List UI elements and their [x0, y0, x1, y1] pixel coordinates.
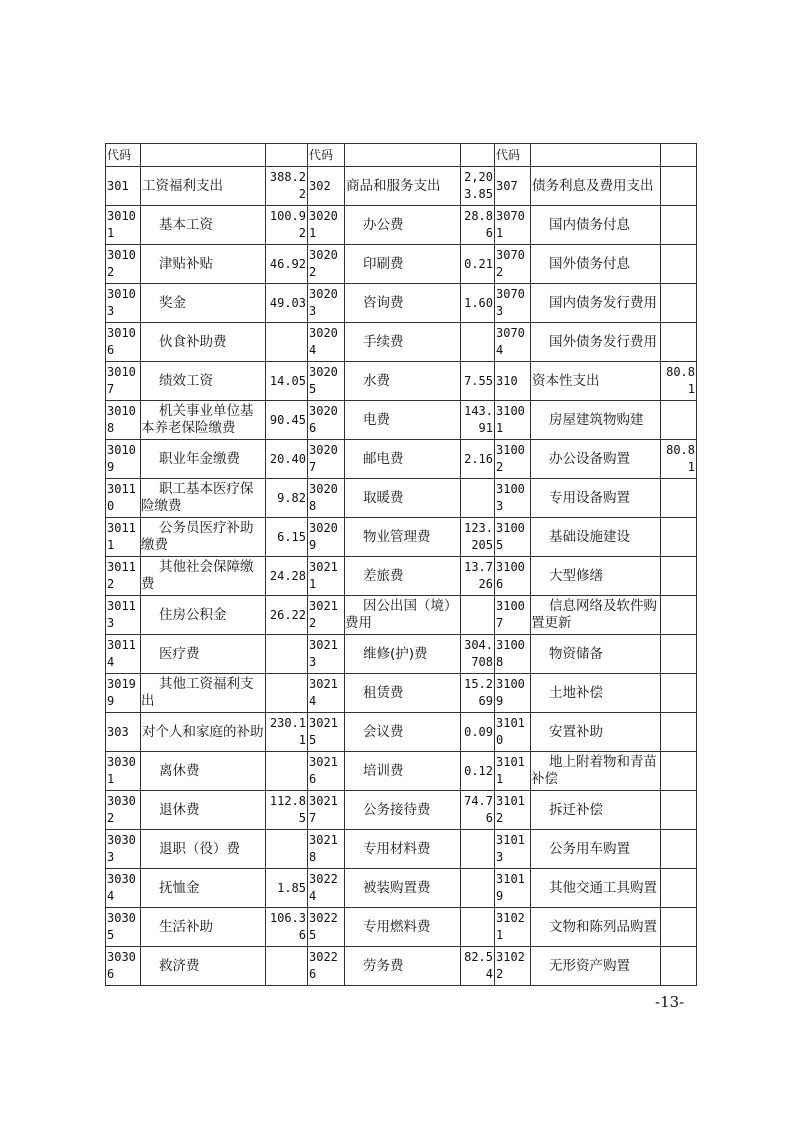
code-cell: 30304	[106, 869, 141, 908]
amount-cell: 15.269	[461, 674, 495, 713]
code-cell: 30703	[495, 284, 531, 323]
code-cell: 30111	[106, 518, 141, 557]
code-cell: 307	[495, 167, 531, 206]
table-row	[106, 830, 697, 869]
table-row	[106, 791, 697, 830]
amount-cell: 80.81	[661, 440, 697, 479]
item-name-cell: 信息网络及软件购置更新	[531, 596, 661, 635]
header-cell	[461, 144, 495, 167]
item-name-cell: 手续费	[345, 323, 461, 362]
code-cell: 30209	[308, 518, 345, 557]
table-row	[106, 674, 697, 713]
code-cell: 31008	[495, 635, 531, 674]
item-name-cell: 租赁费	[345, 674, 461, 713]
amount-cell	[661, 947, 697, 986]
item-name-cell: 专用设备购置	[531, 479, 661, 518]
amount-cell: 6.15	[266, 518, 308, 557]
amount-cell	[661, 479, 697, 518]
code-cell: 31012	[495, 791, 531, 830]
item-name-cell: 伙食补助费	[141, 323, 266, 362]
item-name-cell: 退职（役）费	[141, 830, 266, 869]
code-cell: 31019	[495, 869, 531, 908]
item-name-cell: 因公出国（境）费用	[345, 596, 461, 635]
item-name-cell: 津贴补贴	[141, 245, 266, 284]
item-name-cell: 专用燃料费	[345, 908, 461, 947]
header-cell	[345, 144, 461, 167]
item-name-cell: 救济费	[141, 947, 266, 986]
header-cell: 代码	[308, 144, 345, 167]
item-name-cell: 安置补助	[531, 713, 661, 752]
amount-cell	[266, 674, 308, 713]
item-name-cell: 国外债务付息	[531, 245, 661, 284]
table-row	[106, 635, 697, 674]
item-name-cell: 基础设施建设	[531, 518, 661, 557]
code-cell: 30206	[308, 401, 345, 440]
item-name-cell: 资本性支出	[531, 362, 661, 401]
amount-cell	[461, 830, 495, 869]
amount-cell: 230.11	[266, 713, 308, 752]
table-row	[106, 869, 697, 908]
code-cell: 30207	[308, 440, 345, 479]
item-name-cell: 国内债务发行费用	[531, 284, 661, 323]
code-cell: 30205	[308, 362, 345, 401]
item-name-cell: 地上附着物和青苗补偿	[531, 752, 661, 791]
item-name-cell: 职业年金缴费	[141, 440, 266, 479]
header-row	[106, 144, 697, 167]
header-cell	[531, 144, 661, 167]
amount-cell: 388.22	[266, 167, 308, 206]
amount-cell	[661, 167, 697, 206]
code-cell: 30208	[308, 479, 345, 518]
amount-cell: 1.60	[461, 284, 495, 323]
amount-cell	[661, 908, 697, 947]
amount-cell: 46.92	[266, 245, 308, 284]
table-row	[106, 323, 697, 362]
amount-cell	[266, 323, 308, 362]
code-cell: 30199	[106, 674, 141, 713]
header-cell	[661, 144, 697, 167]
table-row	[106, 401, 697, 440]
item-name-cell: 培训费	[345, 752, 461, 791]
item-name-cell: 电费	[345, 401, 461, 440]
item-name-cell: 离休费	[141, 752, 266, 791]
amount-cell: 2,203.85	[461, 167, 495, 206]
amount-cell	[661, 245, 697, 284]
code-cell: 30214	[308, 674, 345, 713]
code-cell: 30103	[106, 284, 141, 323]
amount-cell	[266, 752, 308, 791]
code-cell: 30102	[106, 245, 141, 284]
code-cell: 302	[308, 167, 345, 206]
code-cell: 30107	[106, 362, 141, 401]
header-cell: 代码	[495, 144, 531, 167]
item-name-cell: 退休费	[141, 791, 266, 830]
code-cell: 30113	[106, 596, 141, 635]
code-cell: 30202	[308, 245, 345, 284]
item-name-cell: 文物和陈列品购置	[531, 908, 661, 947]
amount-cell: 28.86	[461, 206, 495, 245]
code-cell: 30114	[106, 635, 141, 674]
item-name-cell: 债务利息及费用支出	[531, 167, 661, 206]
table-row	[106, 596, 697, 635]
item-name-cell: 商品和服务支出	[345, 167, 461, 206]
code-cell: 30218	[308, 830, 345, 869]
amount-cell	[461, 596, 495, 635]
amount-cell: 143.91	[461, 401, 495, 440]
table-row	[106, 713, 697, 752]
table-row	[106, 362, 697, 401]
item-name-cell: 工资福利支出	[141, 167, 266, 206]
amount-cell: 82.54	[461, 947, 495, 986]
amount-cell	[661, 323, 697, 362]
item-name-cell: 基本工资	[141, 206, 266, 245]
code-cell: 30215	[308, 713, 345, 752]
table-row	[106, 752, 697, 791]
amount-cell: 20.40	[266, 440, 308, 479]
amount-cell: 26.22	[266, 596, 308, 635]
code-cell: 30305	[106, 908, 141, 947]
table-row	[106, 206, 697, 245]
table-row	[106, 245, 697, 284]
item-name-cell: 其他社会保障缴费	[141, 557, 266, 596]
table-row	[106, 440, 697, 479]
amount-cell	[661, 869, 697, 908]
expenditure-table	[105, 143, 697, 986]
amount-cell	[661, 674, 697, 713]
code-cell: 30204	[308, 323, 345, 362]
code-cell: 303	[106, 713, 141, 752]
amount-cell	[461, 869, 495, 908]
code-cell: 30224	[308, 869, 345, 908]
amount-cell	[661, 518, 697, 557]
amount-cell: 304.708	[461, 635, 495, 674]
code-cell: 30217	[308, 791, 345, 830]
item-name-cell: 国内债务付息	[531, 206, 661, 245]
item-name-cell: 印刷费	[345, 245, 461, 284]
code-cell: 31022	[495, 947, 531, 986]
item-name-cell: 邮电费	[345, 440, 461, 479]
item-name-cell: 被装购置费	[345, 869, 461, 908]
amount-cell	[661, 635, 697, 674]
code-cell: 301	[106, 167, 141, 206]
item-name-cell: 医疗费	[141, 635, 266, 674]
amount-cell: 74.76	[461, 791, 495, 830]
amount-cell: 106.36	[266, 908, 308, 947]
item-name-cell: 土地补偿	[531, 674, 661, 713]
code-cell: 30226	[308, 947, 345, 986]
code-cell: 30225	[308, 908, 345, 947]
amount-cell: 80.81	[661, 362, 697, 401]
item-name-cell: 机关事业单位基本养老保险缴费	[141, 401, 266, 440]
code-cell: 30704	[495, 323, 531, 362]
amount-cell	[661, 401, 697, 440]
amount-cell	[266, 635, 308, 674]
header-cell	[141, 144, 266, 167]
code-cell: 30109	[106, 440, 141, 479]
amount-cell	[461, 908, 495, 947]
code-cell: 30213	[308, 635, 345, 674]
amount-cell: 9.82	[266, 479, 308, 518]
code-cell: 30212	[308, 596, 345, 635]
item-name-cell: 拆迁补偿	[531, 791, 661, 830]
amount-cell	[661, 830, 697, 869]
amount-cell: 100.92	[266, 206, 308, 245]
header-cell	[266, 144, 308, 167]
code-cell: 31003	[495, 479, 531, 518]
code-cell: 31013	[495, 830, 531, 869]
item-name-cell: 其他交通工具购置	[531, 869, 661, 908]
table-row	[106, 167, 697, 206]
code-cell: 31010	[495, 713, 531, 752]
code-cell: 30303	[106, 830, 141, 869]
code-cell: 31005	[495, 518, 531, 557]
code-cell: 31009	[495, 674, 531, 713]
amount-cell	[661, 206, 697, 245]
item-name-cell: 公务员医疗补助缴费	[141, 518, 266, 557]
amount-cell: 0.12	[461, 752, 495, 791]
amount-cell: 24.28	[266, 557, 308, 596]
item-name-cell: 生活补助	[141, 908, 266, 947]
item-name-cell: 办公费	[345, 206, 461, 245]
code-cell: 31006	[495, 557, 531, 596]
code-cell: 31001	[495, 401, 531, 440]
amount-cell: 90.45	[266, 401, 308, 440]
amount-cell	[266, 947, 308, 986]
table-row	[106, 908, 697, 947]
table-row	[106, 518, 697, 557]
item-name-cell: 住房公积金	[141, 596, 266, 635]
code-cell: 30702	[495, 245, 531, 284]
code-cell: 30101	[106, 206, 141, 245]
code-cell: 31021	[495, 908, 531, 947]
amount-cell: 7.55	[461, 362, 495, 401]
header-cell: 代码	[106, 144, 141, 167]
item-name-cell: 大型修缮	[531, 557, 661, 596]
code-cell: 30108	[106, 401, 141, 440]
amount-cell	[661, 791, 697, 830]
item-name-cell: 咨询费	[345, 284, 461, 323]
amount-cell	[266, 830, 308, 869]
amount-cell	[661, 713, 697, 752]
amount-cell: 1.85	[266, 869, 308, 908]
code-cell: 30203	[308, 284, 345, 323]
item-name-cell: 取暖费	[345, 479, 461, 518]
item-name-cell: 劳务费	[345, 947, 461, 986]
code-cell: 30110	[106, 479, 141, 518]
page-number: -13-	[655, 993, 685, 1011]
amount-cell: 0.21	[461, 245, 495, 284]
item-name-cell: 专用材料费	[345, 830, 461, 869]
amount-cell: 14.05	[266, 362, 308, 401]
amount-cell	[461, 479, 495, 518]
item-name-cell: 绩效工资	[141, 362, 266, 401]
item-name-cell: 会议费	[345, 713, 461, 752]
code-cell: 31011	[495, 752, 531, 791]
item-name-cell: 房屋建筑物购建	[531, 401, 661, 440]
code-cell: 31002	[495, 440, 531, 479]
amount-cell: 0.09	[461, 713, 495, 752]
code-cell: 30301	[106, 752, 141, 791]
item-name-cell: 奖金	[141, 284, 266, 323]
code-cell: 30201	[308, 206, 345, 245]
item-name-cell: 办公设备购置	[531, 440, 661, 479]
item-name-cell: 物资储备	[531, 635, 661, 674]
item-name-cell: 国外债务发行费用	[531, 323, 661, 362]
item-name-cell: 抚恤金	[141, 869, 266, 908]
item-name-cell: 职工基本医疗保险缴费	[141, 479, 266, 518]
table-row	[106, 479, 697, 518]
table-row	[106, 557, 697, 596]
item-name-cell: 公务用车购置	[531, 830, 661, 869]
item-name-cell: 其他工资福利支出	[141, 674, 266, 713]
table-row	[106, 947, 697, 986]
amount-cell: 13.726	[461, 557, 495, 596]
code-cell: 30106	[106, 323, 141, 362]
amount-cell: 49.03	[266, 284, 308, 323]
code-cell: 30701	[495, 206, 531, 245]
item-name-cell: 对个人和家庭的补助	[141, 713, 266, 752]
amount-cell	[661, 752, 697, 791]
item-name-cell: 无形资产购置	[531, 947, 661, 986]
item-name-cell: 公务接待费	[345, 791, 461, 830]
code-cell: 30306	[106, 947, 141, 986]
amount-cell	[661, 284, 697, 323]
code-cell: 30112	[106, 557, 141, 596]
amount-cell: 112.85	[266, 791, 308, 830]
item-name-cell: 差旅费	[345, 557, 461, 596]
amount-cell	[461, 323, 495, 362]
item-name-cell: 物业管理费	[345, 518, 461, 557]
amount-cell	[661, 596, 697, 635]
amount-cell: 2.16	[461, 440, 495, 479]
item-name-cell: 水费	[345, 362, 461, 401]
code-cell: 31007	[495, 596, 531, 635]
code-cell: 310	[495, 362, 531, 401]
code-cell: 30302	[106, 791, 141, 830]
amount-cell: 123.205	[461, 518, 495, 557]
code-cell: 30211	[308, 557, 345, 596]
item-name-cell: 维修(护)费	[345, 635, 461, 674]
amount-cell	[661, 557, 697, 596]
table-row	[106, 284, 697, 323]
code-cell: 30216	[308, 752, 345, 791]
